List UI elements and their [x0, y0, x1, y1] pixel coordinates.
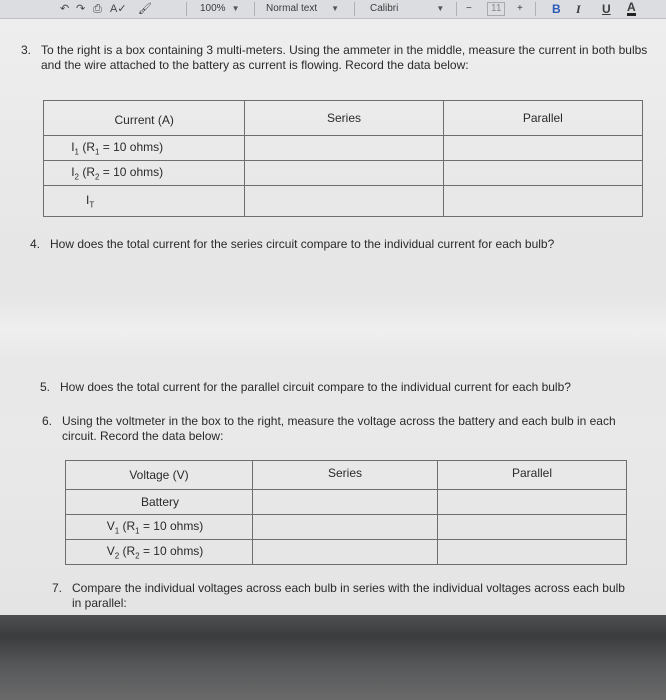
question-number: 3.	[21, 43, 32, 57]
zoom-select[interactable]	[200, 2, 240, 16]
paint-format-icon[interactable]: 🖌	[138, 3, 152, 15]
table-cell-series[interactable]	[245, 161, 443, 186]
table-row-label: $V_1$ ($R_1 = 10$ ohms)	[66, 515, 253, 540]
underline-button[interactable]: U	[602, 2, 611, 16]
table-row-label: Battery	[66, 490, 253, 515]
bold-button[interactable]: B	[552, 2, 561, 16]
question-7	[52, 581, 632, 613]
style-select[interactable]	[266, 2, 339, 16]
table-cell-parallel[interactable]	[438, 490, 627, 515]
table-cell-series[interactable]	[253, 515, 438, 540]
font-select[interactable]	[370, 2, 444, 16]
divider	[186, 2, 187, 16]
font-size-input[interactable]: 11	[487, 2, 505, 16]
font-size-increase-button[interactable]: +	[517, 3, 523, 14]
text-color-button[interactable]: A	[627, 0, 636, 14]
question-text: Using the voltmeter in the box to the right, measure the voltage across the battery and each bulb in each circuit. Record the data below:	[62, 414, 616, 443]
question-text: Compare the individual voltages across each bulb in series with the individual voltages across each bulb in parallel:	[72, 581, 625, 610]
page-glare	[0, 301, 666, 361]
question-5	[40, 380, 650, 396]
question-6	[42, 414, 642, 446]
table-cell-parallel[interactable]	[438, 515, 627, 540]
divider	[254, 2, 255, 16]
zoom-value: 100%	[200, 3, 226, 14]
table-header: Series	[245, 101, 443, 136]
table-row-label: $I_2$ ($R_2 = 10$ ohms)	[44, 161, 245, 186]
question-number: 6.	[42, 414, 53, 428]
table-row-label: $I_1$ ($R_1 = 10$ ohms)	[44, 136, 245, 161]
print-icon[interactable]: ⎙	[93, 3, 102, 15]
question-4	[30, 237, 650, 253]
table-header: Series	[253, 461, 438, 490]
table-header: Parallel	[438, 461, 627, 490]
document-page[interactable]	[0, 19, 666, 615]
table-cell-series[interactable]	[253, 490, 438, 515]
window-bottom-bezel	[0, 615, 666, 700]
question-text: How does the total current for the series circuit compare to the individual current for each bulb?	[50, 237, 555, 251]
spellcheck-icon[interactable]: A✓	[110, 3, 127, 15]
question-text: To the right is a box containing 3 multi-meters. Using the ammeter in the middle, measure the current in both bulbs and the wire attached to the battery as current is flowing. Record the data below:	[41, 43, 648, 72]
question-3	[21, 43, 651, 75]
table-cell-parallel[interactable]	[443, 186, 642, 217]
italic-button[interactable]: I	[576, 2, 581, 16]
table-row-label: $V_2$ ($R_2 = 10$ ohms)	[66, 540, 253, 565]
redo-icon[interactable]: ↷	[76, 3, 86, 15]
table-cell-series[interactable]	[245, 136, 443, 161]
question-text: How does the total current for the parallel circuit compare to the individual current for each bulb?	[60, 380, 571, 394]
style-value: Normal text	[266, 3, 318, 14]
table-header: Parallel	[443, 101, 642, 136]
table-cell-parallel[interactable]	[438, 540, 627, 565]
table-header: Voltage (V)	[66, 461, 253, 490]
chevron-down-icon: ▼	[231, 4, 240, 13]
chevron-down-icon: ▼	[331, 4, 340, 13]
chevron-down-icon: ▼	[436, 4, 445, 13]
question-number: 7.	[52, 581, 63, 595]
table-header: Current (A)	[44, 101, 245, 136]
divider	[354, 2, 355, 16]
divider	[535, 2, 536, 16]
divider	[456, 2, 457, 16]
font-size-decrease-button[interactable]: −	[466, 3, 472, 14]
toolbar	[0, 0, 666, 19]
question-number: 5.	[40, 380, 51, 394]
table-cell-series[interactable]	[253, 540, 438, 565]
table-cell-parallel[interactable]	[443, 161, 642, 186]
table-row-label: $I_T$	[44, 186, 245, 217]
font-value: Calibri	[370, 3, 399, 14]
table-cell-series[interactable]	[245, 186, 443, 217]
current-table	[43, 100, 643, 217]
question-number: 4.	[30, 237, 41, 251]
undo-icon[interactable]: ↶	[60, 3, 70, 15]
table-cell-parallel[interactable]	[443, 136, 642, 161]
voltage-table	[65, 460, 627, 565]
